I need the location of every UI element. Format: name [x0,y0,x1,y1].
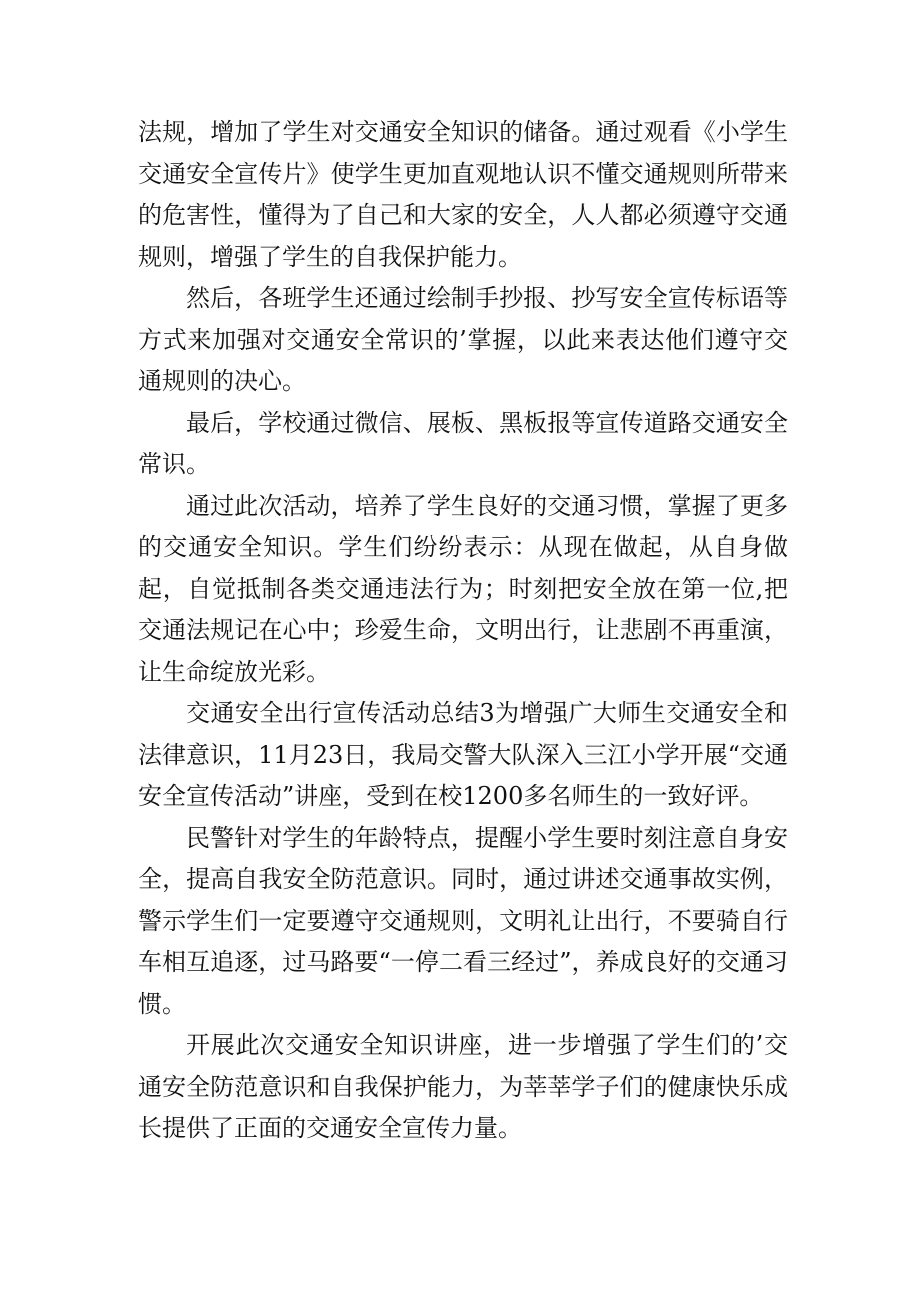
paragraph-7: 开展此次交通安全知识讲座，进一步增强了学生们的’交通安全防范意识和自我保护能力，为莘莘学子们的健康快乐成长提供了正面的交通安全宣传力量。 [138,1031,788,1142]
document-body [138,112,788,1150]
paragraph-5: 交通安全出行宣传活动总结3为增强广大师生交通安全和法律意识，11月23日，我局交警大队深入三江小学开展“交通安全宣传活动”讲座，受到在校1200多名师生的一致好评。 [138,699,788,810]
paragraph-2: 然后，各班学生还通过绘制手抄报、抄写安全宣传标语等方式来加强对交通安全常识的’掌握，以此来表达他们遵守交通规则的决心。 [138,284,788,395]
paragraph-6: 民警针对学生的年龄特点，提醒小学生要时刻注意自身安全，提高自我安全防范意识。同时，通过讲述交通事故实例，警示学生们一定要遵守交通规则，文明礼让出行，不要骑自行车相互追逐，过马路要“一停二看三经过”，养成良好的交通习惯。 [138,823,788,1018]
paragraph-4: 通过此次活动，培养了学生良好的交通习惯，掌握了更多的交通安全知识。学生们纷纷表示：从现在做起，从自身做起，自觉抵制各类交通违法行为；时刻把安全放在第一位,把交通法规记在心中；珍爱生命，文明出行，让悲剧不再重演，让生命绽放光彩。 [138,491,788,686]
paragraph-3: 最后，学校通过微信、展板、黑板报等宣传道路交通安全常识。 [138,408,788,478]
paragraph-1: 法规，增加了学生对交通安全知识的储备。通过观看《小学生交通安全宣传片》使学生更加直观地认识不懂交通规则所带来的危害性，懂得为了自己和大家的安全，人人都必须遵守交通规则，增强了学生的自我保护能力。 [138,118,788,271]
